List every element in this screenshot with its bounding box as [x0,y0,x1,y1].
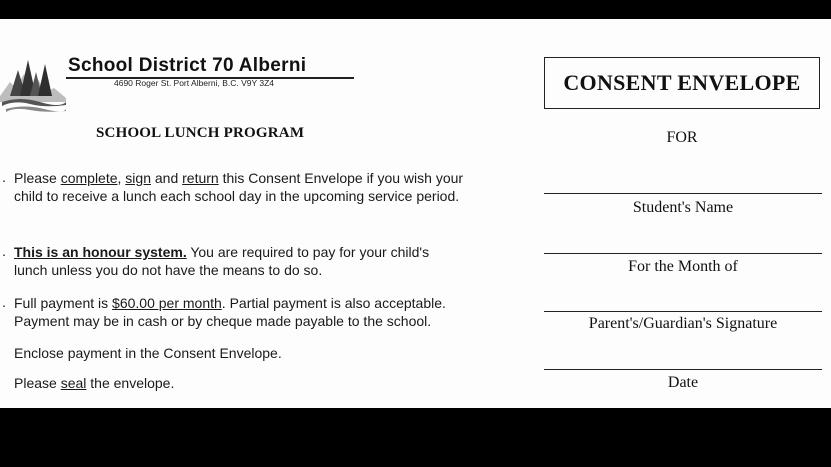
program-title: SCHOOL LUNCH PROGRAM [96,125,305,141]
signature-line [544,311,822,312]
bullet-3: . [2,294,6,310]
bullet-2: . [2,243,6,259]
month-line [544,253,822,254]
instruction-2: This is an honour system. You are required to pay for your child's lunch unless you do not have the means to do so. [14,244,430,278]
tree-mountain-logo-icon [0,52,66,114]
consent-envelope-title: CONSENT ENVELOPE [563,70,801,95]
student-name-line [544,193,822,194]
consent-envelope-document [0,19,831,408]
instruction-4: Enclose payment in the Consent Envelope. [14,345,282,361]
instruction-3: Full payment is $60.00 per month. Partial payment is also acceptable. Payment may be in cash or by cheque made payable to the school. [14,295,446,329]
signature-label: Parent's/Guardian's Signature [588,315,778,332]
date-label: Date [667,374,699,391]
consent-envelope-title-box [544,57,820,109]
district-name: School District 70 Alberni [68,55,307,76]
district-address: 4690 Roger St. Port Alberni, B.C. V9Y 3Z4 [114,78,275,88]
month-label: For the Month of [628,258,738,275]
bullet-1: . [2,169,6,185]
instruction-1: Please complete, sign and return this Consent Envelope if you wish your child to receive a lunch each school day in the upcoming service period. [14,170,464,204]
instruction-5: Please seal the envelope. [14,375,175,391]
date-line [544,369,822,370]
for-label: FOR [666,129,698,146]
student-name-label: Student's Name [632,199,734,216]
